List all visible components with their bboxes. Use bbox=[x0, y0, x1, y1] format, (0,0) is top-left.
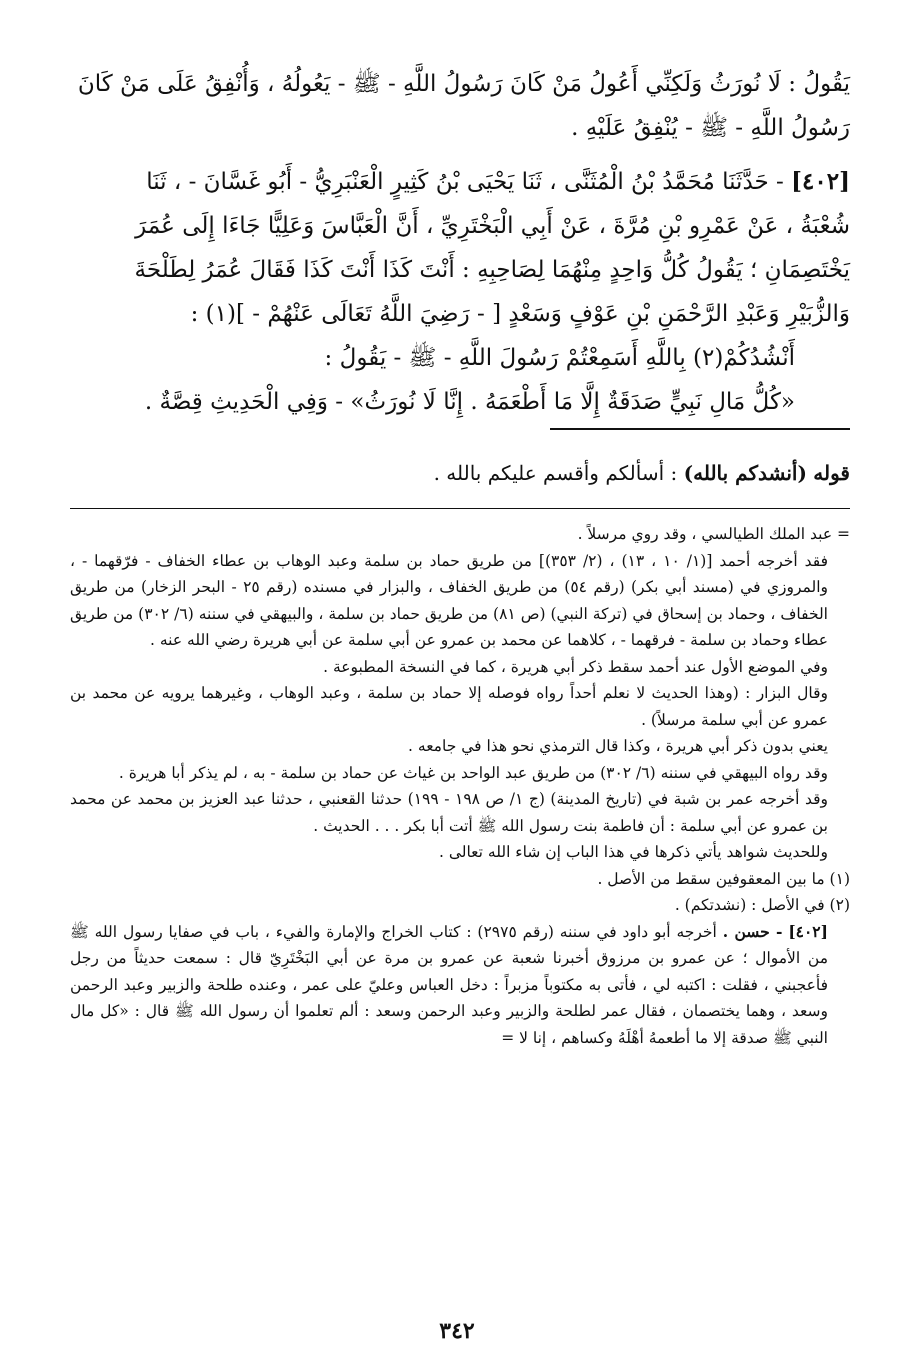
takhrij-grade: - حسن . bbox=[722, 921, 783, 941]
hadith-line: شُعْبَةُ ، عَنْ عَمْرِو بْنِ مُرَّةَ ، عَنْ أَبِي الْبَخْتَرِيِّ ، أَنَّ الْعَبَّاسَ وَعَلِيًّا جَاءَا إِلَى عُمَرَ bbox=[135, 213, 850, 239]
footnote-paragraph: وللحديث شواهد يأتي ذكرها في هذا الباب إن شاء الله تعالى . bbox=[438, 843, 828, 861]
takhrij-number: [٤٠٢] bbox=[788, 921, 828, 941]
footnote-paragraph: وقد أخرجه عمر بن شبة في (تاريخ المدينة) (ج ١/ ص ١٩٨ - ١٩٩) حدثنا القعنبي ، حدثنا عبد العزيز بن محمد عن محمد بن عمرو عن أبي سلمة : أن فاطمة بنت رسول الله ﷺ أتت أبا بكر . . . الحديث . bbox=[70, 790, 828, 835]
gloss-label: قوله bbox=[813, 461, 850, 485]
gloss-section bbox=[70, 428, 850, 488]
hadith-402 bbox=[70, 160, 850, 204]
footnote-2: (٢) في الأصل : (نشدتكم) . bbox=[674, 896, 850, 914]
footnote-divider bbox=[70, 508, 850, 509]
footnote-paragraph: يعني بدون ذكر أبي هريرة ، وكذا قال الترمذي نحو هذا في جامعه . bbox=[408, 737, 828, 755]
gloss-text: : أسألكم وأقسم عليكم بالله . bbox=[433, 461, 678, 485]
main-line: رَسُولُ اللَّهِ - ﷺ - يُنْفِقُ عَلَيْهِ . bbox=[571, 115, 850, 141]
hadith-text: - حَدَّثَنَا مُحَمَّدُ بْنُ الْمُثَنَّى ، ثَنَا يَحْيَى بْنُ كَثِيرٍ الْعَنْبَرِيُّ - أَبُو غَسَّانَ - ، ثَنَا bbox=[146, 169, 784, 195]
hadith-line: يَخْتَصِمَانِ ؛ يَقُولُ كُلُّ وَاحِدٍ مِنْهُمَا لِصَاحِبِهِ : أَنْتَ كَذَا أَنْتَ كَذَا فَقَالَ عُمَرُ لِطَلْحَةَ bbox=[134, 257, 850, 283]
hadith-number: [٤٠٢] bbox=[791, 168, 850, 195]
footnotes bbox=[70, 521, 850, 1051]
takhrij-402 bbox=[70, 919, 850, 1052]
short-divider bbox=[550, 428, 850, 430]
page-number: ٣٤٢ bbox=[439, 1318, 475, 1344]
takhrij-text: أخرجه أبو داود في سننه (رقم ٢٩٧٥) : كتاب الخراج والإمارة والفيء ، باب في صفايا رسول الله ﷺ من الأموال ؛ عن عمرو بن مرزوق أخبرنا شعبة عن عمرو بن مرة عن أبي البَخْتَرِيّ قال : سمعت حديثاً من رجل فأعجبني ، فقلت : اكتبه لي ، فأتى به مكتوباً مزبراً : دخل العباس وعليّ على عمر ، وعنده طلحة والزبير وعبد الرحمن وسعد ، وهما يختصمان ، فقال عمر لطلحة والزبير وعبد الرحمن وسعد : ألم تعلموا أن رسول الله ﷺ قال : «كل مال النبي ﷺ صدقة إلا ما أطعمهُ أهْلَهُ وكساهم ، إنا لا = bbox=[70, 922, 828, 1047]
footnote-paragraph: وقد رواه البيهقي في سننه (٦/ ٣٠٢) من طريق عبد الواحد بن غياث عن حماد بن سلمة - به ، لم يذكر أبا هريرة . bbox=[118, 763, 828, 782]
main-text bbox=[70, 62, 850, 424]
gloss-term: (أنشدكم بالله) bbox=[683, 461, 807, 485]
footnote-paragraph: فقد أخرجه أحمد [(١/ ١٠ ، ١٣) ، (٢/ ٣٥٣)] من طريق حماد بن سلمة وعبد الوهاب بن عطاء الخفاف - فرّقهما - ، والمروزي في (مسند أبي بكر) (رقم ٥٤) من طريق الخفاف ، والبزار في مسنده (رقم ٢٥ - البحر الزخار) من طريق الخفاف ، وحماد بن إسحاق في (تركة النبي) (ص ٨١) من طريق حماد بن سلمة ، والبيهقي في سننه (٦/ ٣٠٢) من طريق عطاء وحماد بن سلمة - فرقهما - ، كلاهما عن محمد بن عمرو عن أبي سلمة عن أبي هريرة رضي الله عنه . bbox=[70, 551, 829, 649]
hadith-line: أَنْشُدُكُمْ(٢) بِاللَّهِ أَسَمِعْتُمْ رَسُولَ اللَّهِ - ﷺ - يَقُولُ : bbox=[324, 345, 795, 371]
gloss-line bbox=[70, 458, 850, 488]
main-line: يَقُولُ : لَا نُورَثُ وَلَكِنِّي أَعُولُ مَنْ كَانَ رَسُولُ اللَّهِ - ﷺ - يَعُولُهُ ، وَأُنْفِقُ عَلَى مَنْ كَانَ bbox=[77, 71, 850, 97]
footnote-1: (١) ما بين المعقوفين سقط من الأصل . bbox=[597, 869, 850, 888]
footnote-paragraph: = عبد الملك الطيالسي ، وقد روي مرسلاً . bbox=[577, 525, 850, 543]
page-content bbox=[70, 62, 850, 1051]
hadith-line: وَالزُّبَيْرِ وَعَبْدِ الرَّحْمَنِ بْنِ عَوْفٍ وَسَعْدٍ [ - رَضِيَ اللَّهُ تَعَالَى عَنْهُمْ - ](١) : bbox=[190, 301, 850, 327]
footnote-paragraph: وقال البزار : (وهذا الحديث لا نعلم أحداً رواه فوصله إلا حماد بن سلمة ، وعبد الوهاب ، وغيرهما يرويه عن محمد بن عمرو عن أبي سلمة مرسلاً) . bbox=[70, 684, 828, 729]
footnote-paragraph: وفي الموضع الأول عند أحمد سقط ذكر أبي هريرة ، كما في النسخة المطبوعة . bbox=[323, 657, 828, 676]
hadith-line: «كُلُّ مَالِ نَبِيٍّ صَدَقَةٌ إِلَّا مَا أَطْعَمَهُ . إِنَّا لَا نُورَثُ» - وَفِي الْحَدِيثِ قِصَّةٌ . bbox=[144, 389, 795, 415]
